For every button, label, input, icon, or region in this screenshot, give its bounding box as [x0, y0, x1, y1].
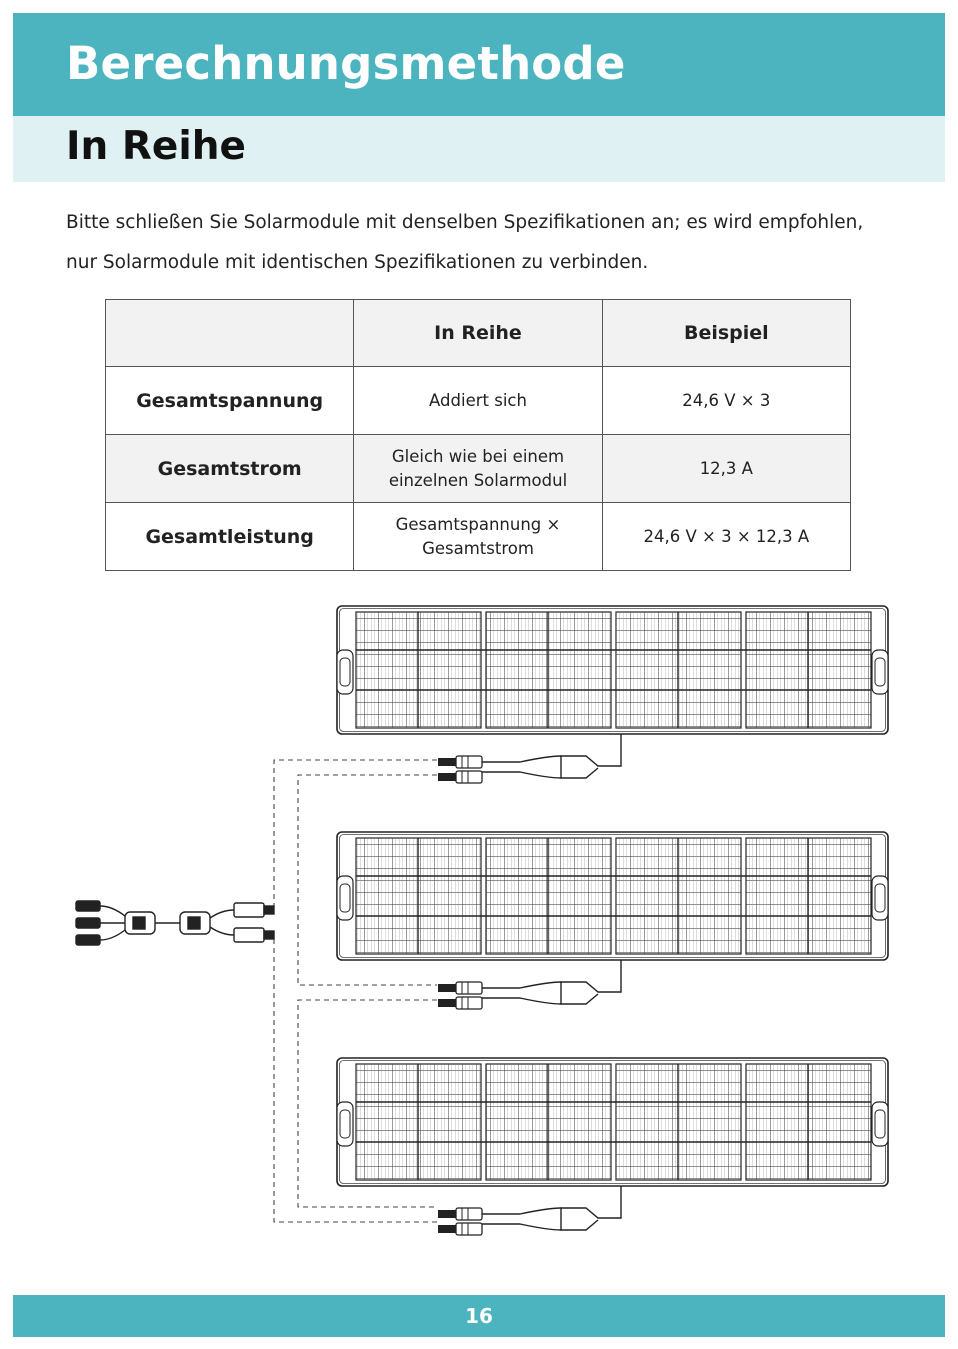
example-cell: 12,3 A	[602, 435, 850, 503]
y-branch-connector	[76, 901, 274, 945]
solar-panel-1	[337, 606, 888, 783]
table-row	[106, 435, 851, 503]
example-cell: 24,6 V × 3	[602, 367, 850, 435]
section-banner	[13, 116, 945, 182]
row-label: Gesamtleistung	[106, 503, 354, 571]
solar-panel-2	[337, 832, 888, 1009]
table-row	[106, 367, 851, 435]
series-wiring-diagram	[0, 590, 958, 1250]
title-banner	[13, 13, 945, 116]
calculation-table	[105, 299, 851, 571]
table-header-cell: Beispiel	[602, 300, 850, 367]
intro-paragraph: Bitte schließen Sie Solarmodule mit denselben Spezifikationen an; es wird empfohlen, nur Solarmodule mit identischen Spezifikationen zu verbinden.	[66, 212, 864, 273]
example-cell: 24,6 V × 3 × 12,3 A	[602, 503, 850, 571]
page-title: Berechnungsmethode	[66, 37, 626, 90]
row-label: Gesamtspannung	[106, 367, 354, 435]
table-header-row	[106, 300, 851, 367]
row-label: Gesamtstrom	[106, 435, 354, 503]
page-number: 16	[465, 1304, 493, 1328]
section-title: In Reihe	[66, 124, 246, 169]
table-header-cell: In Reihe	[354, 300, 602, 367]
page-footer	[13, 1295, 945, 1337]
table-header-cell	[106, 300, 354, 367]
solar-panel-3	[337, 1058, 888, 1235]
series-cell: Gesamtspannung × Gesamtstrom	[354, 503, 602, 571]
table-row	[106, 503, 851, 571]
series-cell: Addiert sich	[354, 367, 602, 435]
series-cell: Gleich wie bei einem einzelnen Solarmodul	[354, 435, 602, 503]
